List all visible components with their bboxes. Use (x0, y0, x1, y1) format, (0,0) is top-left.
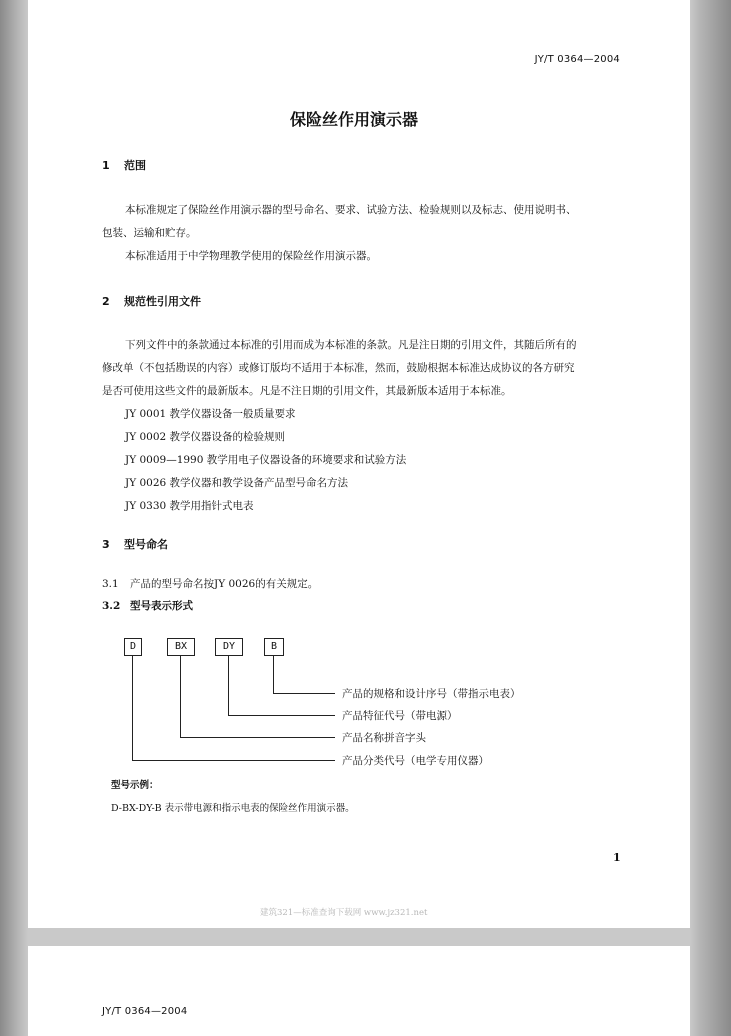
clause-3-1 (102, 576, 318, 591)
standard-number-header: JY/T 0364—2004 (102, 1006, 188, 1017)
clause-text: 型号表示形式 (130, 600, 193, 612)
section-heading-1 (102, 157, 146, 173)
diagram-label: 产品特征代号（带电源） (342, 710, 458, 722)
example-text: D-BX-DY-B 表示带电源和指示电表的保险丝作用演示器。 (111, 803, 355, 814)
reference-item: JY 0330 教学用指针式电表 (125, 500, 254, 512)
section-number: 1 (102, 159, 110, 172)
document-page-2 (28, 946, 690, 1036)
reference-item: JY 0009—1990 教学用电子仪器设备的环境要求和试验方法 (125, 454, 407, 466)
reference-item: JY 0002 教学仪器设备的检验规则 (125, 431, 286, 443)
connector-line (228, 715, 335, 716)
diagram-label: 产品分类代号（电学专用仪器） (342, 755, 489, 767)
example-heading: 型号示例： (111, 780, 159, 791)
document-title: 保险丝作用演示器 (290, 110, 419, 129)
page-number: 1 (613, 851, 621, 864)
clause-3-2 (102, 598, 193, 613)
paragraph-line: 本标准规定了保险丝作用演示器的型号命名、要求、试验方法、检验规则以及标志、使用说明书、 (125, 204, 577, 216)
section-number: 3 (102, 538, 110, 551)
connector-line (180, 737, 335, 738)
paragraph-line: 下列文件中的条款通过本标准的引用而成为本标准的条款。凡是注日期的引用文件，其随后所有的 (125, 339, 577, 351)
reference-item: JY 0026 教学仪器和教学设备产品型号命名方法 (125, 477, 349, 489)
standard-number-header: JY/T 0364—2004 (534, 54, 620, 65)
paragraph-line: 修改单（不包括勘误的内容）或修订版均不适用于本标准，然而，鼓励根据本标准达成协议的各方研究 (102, 362, 575, 374)
paragraph-line: 是否可使用这些文件的最新版本。凡是不注日期的引用文件，其最新版本适用于本标准。 (102, 385, 512, 397)
section-title: 范围 (124, 159, 146, 172)
section-title: 型号命名 (124, 538, 168, 551)
code-box-b: B (264, 638, 284, 656)
section-title: 规范性引用文件 (124, 295, 201, 308)
diagram-label: 产品名称拼音字头 (342, 732, 426, 744)
code-box-bx: BX (167, 638, 195, 656)
clause-number: 3.2 (102, 600, 121, 612)
watermark: 建筑321—标准查询下载网 www.jz321.net (260, 908, 428, 918)
connector-line (273, 656, 274, 694)
paragraph-line: 包装、运输和贮存。 (102, 227, 197, 239)
connector-line (228, 656, 229, 716)
section-heading-2 (102, 293, 201, 309)
clause-number: 3.1 (102, 578, 119, 590)
paragraph-line: 本标准适用于中学物理教学使用的保险丝作用演示器。 (125, 250, 377, 262)
diagram-label: 产品的规格和设计序号（带指示电表） (342, 688, 521, 700)
connector-line (132, 656, 133, 761)
clause-text: 产品的型号命名按JY 0026的有关规定。 (130, 578, 319, 590)
reference-item: JY 0001 教学仪器设备一般质量要求 (125, 408, 296, 420)
connector-line (132, 760, 335, 761)
connector-line (273, 693, 335, 694)
document-page-1 (28, 0, 690, 928)
code-box-d: D (124, 638, 142, 656)
section-heading-3 (102, 536, 168, 552)
code-box-dy: DY (215, 638, 243, 656)
connector-line (180, 656, 181, 738)
section-number: 2 (102, 295, 110, 308)
